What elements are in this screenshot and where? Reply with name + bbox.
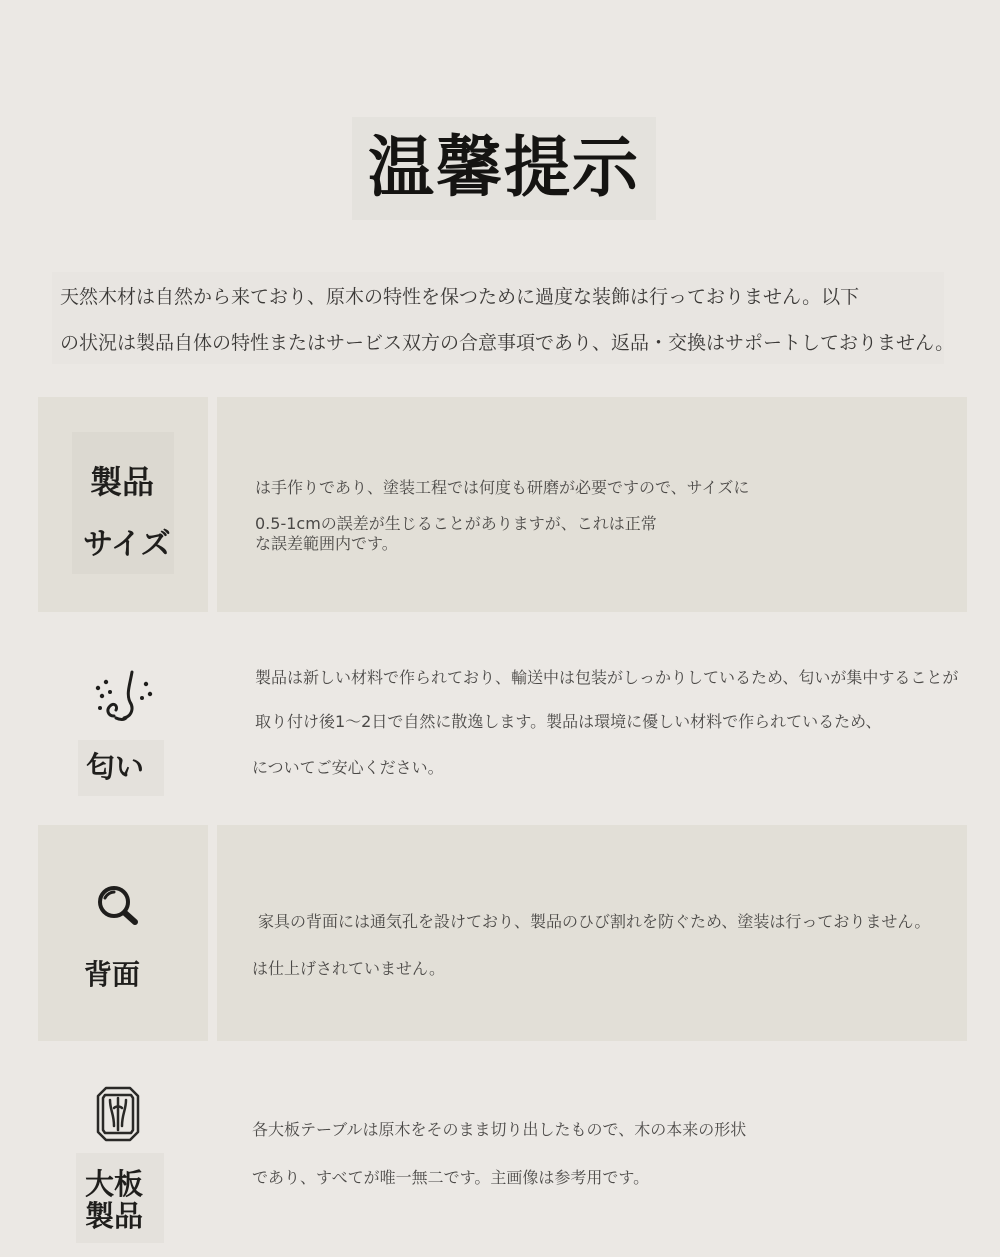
size-text-line-1: は手作りであり、塗装工程では何度も研磨が必要ですので、サイズに bbox=[255, 478, 750, 497]
size-label-line-2: サイズ bbox=[83, 527, 171, 562]
back-text-line-1: 家具の背面には通気孔を設けており、製品のひび割れを防ぐため、塗装は行っておりません。 bbox=[258, 912, 931, 931]
smell-text-line-1: 製品は新しい材料で作られており、輸送中は包装がしっかりしているため、匂いが集中することが bbox=[255, 668, 959, 687]
slab-label-line-2: 製品 bbox=[85, 1199, 144, 1233]
size-text-line-3: な誤差範囲内です。 bbox=[255, 534, 398, 553]
smell-label: 匂い bbox=[86, 750, 145, 784]
back-label-panel bbox=[38, 825, 208, 1041]
intro-line-1: 天然木材は自然から来ており、原木の特性を保つために過度な装飾は行っておりません。以下 bbox=[60, 286, 860, 308]
back-label: 背面 bbox=[84, 958, 141, 991]
slab-label-line-1: 大板 bbox=[85, 1167, 144, 1201]
intro-block bbox=[52, 272, 955, 364]
smell-text-line-3: についてご安心ください。 bbox=[252, 758, 444, 777]
magnifier-icon bbox=[96, 884, 140, 926]
title-banner bbox=[352, 117, 656, 220]
page-title: 温馨提示 bbox=[368, 129, 640, 206]
smell-text-line-2: 取り付け後1〜2日で自然に散逸します。製品は環境に優しい材料で作られているため、 bbox=[255, 712, 882, 731]
size-text-line-2: 0.5-1cmの誤差が生じることがありますが、これは正常 bbox=[255, 514, 657, 533]
back-text-line-2: は仕上げされていません。 bbox=[252, 959, 445, 978]
nose-icon bbox=[92, 668, 154, 726]
slab-text-line-1: 各大板テーブルは原木をそのまま切り出したもので、木の本来の形状 bbox=[252, 1120, 747, 1139]
back-text-panel bbox=[217, 825, 967, 1041]
wood-slab-icon bbox=[96, 1086, 140, 1142]
size-label-line-1: 製品 bbox=[90, 463, 155, 501]
size-text-panel bbox=[217, 397, 967, 612]
slab-text-line-2: であり、すべてが唯一無二です。主画像は参考用です。 bbox=[252, 1168, 650, 1187]
intro-line-2: の状況は製品自体の特性またはサービス双方の合意事項であり、返品・交換はサポートしておりません。 bbox=[60, 332, 955, 354]
